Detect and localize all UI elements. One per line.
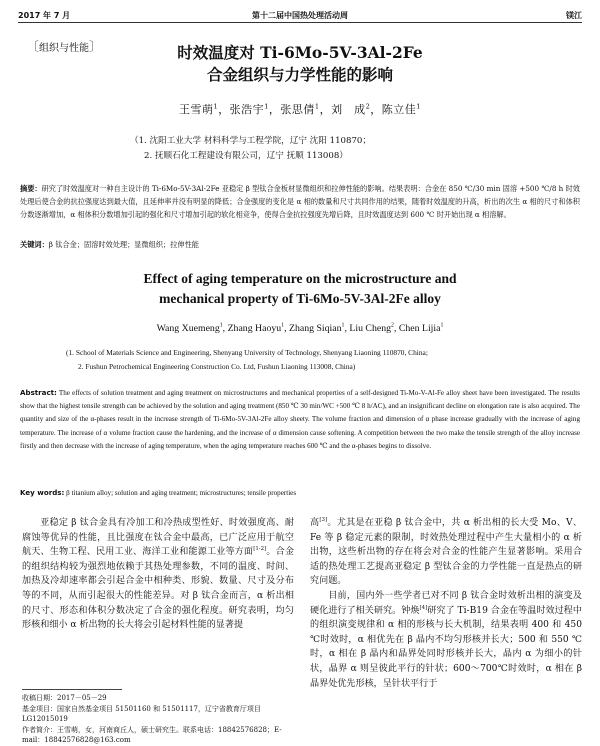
body-paragraph [310,589,582,691]
cn-keywords [20,240,580,250]
footnote-fund: 基金项目：国家自然基金项目 51501160 和 51501117，辽宁省教育厅项目 LG12015019 [22,704,261,723]
en-author-3: , Zhang Siqian [284,323,342,334]
cn-author-1: 王雪萌 [178,103,214,116]
en-author-4-mark: 2 [391,322,394,329]
cn-affiliations [130,134,530,164]
en-keywords-text: β titanium alloy; solution and aging treatment; microstructures; tensile properties [66,489,297,497]
body-text: 研究了 Ti-B19 合金在等温时效过程中的组织演变规律和 α 相的形核与长大机制，结果表明 400 和 450 ℃时效时，α 相优先在 β 晶内不均匀形核并长大；500 和 550 ℃时，α 相在 β 晶内和晶界处同时形核并长大，晶内 α 为细小的针状，晶界 α 则呈彼此平行的针状；600～700℃时效时，α 相在 β 晶界处优先形核，呈针状平行于 [310,605,582,689]
footnote-author: 作者简介：王雪萌，女，河南商丘人，硕士研究生。联系电话：18842576828；E-mail：18842576828@163.com [22,725,282,744]
cn-author-2: ，张浩宇 [218,103,265,116]
en-abstract-label: Abstract: [20,388,57,397]
cn-author-3: ，张思倩 [268,103,315,116]
en-abstract [20,386,580,453]
cn-author-1-mark: 1 [213,102,219,111]
header-event: 第十二届中国热处理活动周 [252,11,348,20]
en-affiliation-1: (1. School of Materials Science and Engineering, Shenyang University of Technology, Shenyang Liaoning 110870, China; [66,348,428,357]
footnote [22,693,294,746]
cn-affiliation-1: （1. 沈阳工业大学 材料科学与工程学院，辽宁 沈阳 110870； [130,136,371,146]
en-affiliation-2: 2. Fushun Petrochemical Engineering Construction Co. Ltd, Fushun Liaoning 113008, China) [78,362,356,371]
cn-author-5-mark: 1 [416,102,421,111]
citation-mark: [1-2] [253,546,267,553]
section-tag: 〔组织与性能〕 [26,40,103,55]
cn-title [150,42,450,86]
cn-title-line2: 合金组织与力学性能的影响 [206,65,393,84]
en-title-line1: Effect of aging temperature on the microstructure and [143,271,457,286]
en-keywords-label: Key words: [20,488,65,497]
body-text: 高 [310,518,320,528]
en-title [60,269,540,309]
section-tag-label: 组织与性能 [39,43,90,54]
cn-affiliation-2: 2. 抚顺石化工程建设有限公司，辽宁 抚顺 113008） [144,151,348,161]
en-keywords [20,488,580,497]
en-author-3-mark: 1 [341,322,345,329]
en-author-2-mark: 1 [281,322,285,329]
en-author-2: , Zhang Haoyu [222,323,282,334]
footnote-received: 收稿日期：2017－05－29 [22,694,107,702]
body-text: 。合金的组织结构较为强烈地依赖于其热处理参数，不同的温度、时间、加热及冷却速率都会引起合金中相种类、形貌、数量、尺寸及分布等的不同，从而引起很大的性能差异。对 β 钛合金而言，α 析出相的尺寸、形态和体积分数决定了合金的强化程度。研究表明，均匀形核和细小 α 析出物的长大将会引起材料性能的显著提 [22,547,294,631]
cn-authors [100,101,500,117]
citation-mark: [3] [319,516,328,523]
cn-keywords-text: β 钛合金；固溶时效处理；显微组织；拉伸性能 [48,240,199,249]
cn-author-4-mark: 2 [365,102,371,111]
en-abstract-text: The effects of solution treatment and aging treatment on microstructures and mechanical properties of a self-designed Ti-Mo-V-Al-Fe alloy sheet have been investigated. The results show that the highest tensile strength can be achieved by the solution and aging treatment (850 ℃ 30 min/WC +500 ℃ 8 h/AC), and an insignificant decline on elongation rate is also acquired. The quantity and size of the α-phases result in the increase strength of Ti-6Mo-5V-3Al-2Fe alloy sheety. The volume fraction and dimension of α phase increase gradually with the increase of aging temperature. The increase of α volume fraction cause the hardening, and the increase of α dimension cause softening. A competition between the two make the tensile strength of the alloy increase firstly and then decrease with the increase of aging temperature, when the aging temperature reaches 600 ℃ and the α-phases begins to dissolve. [20,389,580,450]
en-author-4: , Liu Cheng [344,323,391,334]
en-author-1-mark: 1 [219,322,223,329]
cn-author-4: ，刘 成 [319,103,366,116]
body-paragraph [310,516,582,589]
body-text: 目前，国内外一些学者已对不同 β 钛合金时效析出相的演变及硬化进行了相关研究。钟焕 [310,590,582,616]
cn-author-5: ，陈立佳 [370,103,417,116]
cn-abstract [20,182,580,221]
cn-author-2-mark: 1 [264,102,269,111]
cn-abstract-text: 研究了时效温度对一种自主设计的 Ti-6Mo-5V-3Al-2Fe 亚稳定 β 型钛合金板材显微组织和拉伸性能的影响。结果表明：合金在 850 ℃/30 min 固溶 +500 ℃/8 h 时效处理后使合金的抗拉强度达到最大值，且延伸率并没有明显的降低；合金强度的变化是 α 相的数量和尺寸共同作用的结果，随着时效温度的升高，析出的次生 α 相的尺寸和体积分数逐渐增加，α 相体积分数增加引起的强化和尺寸增加引起的软化相竞争，使得合金抗拉强度先增后降，且时效温度达到 600 ℃ 时开始出现 α 相溶解。 [20,184,580,219]
en-author-5-mark: 1 [440,322,444,329]
cn-author-3-mark: 1 [314,102,320,111]
en-author-5: , Chen Lijia [393,323,441,334]
header-right: 镁江 [566,11,582,20]
body-text: 。尤其是在亚稳 β 钛合金中，共 α 析出相的长大受 Mo、V、Fe 等 β 稳定元素的限制，时效热处理过程中产生大量相小的 α 析出物，这些析出物的存在将会对合金的性能产生显著影响。采用合适的热处理工艺提高亚稳定 β 型钛合金的力学性能一直是热点的研究问题。 [310,518,582,587]
cn-title-line1: 时效温度对 Ti-6Mo-5V-3Al-2Fe [177,43,423,62]
en-affiliations [66,346,586,374]
citation-mark: [4] [419,604,428,611]
body-column-left [22,516,294,633]
header-date: 2017 年 7 月 [18,11,71,20]
cn-keywords-label: 关键词： [20,240,49,249]
header-rule [18,22,582,23]
body-paragraph [22,516,294,633]
body-text: 亚稳定 β 钛合金具有冷加工和冷热成型性好、时效强度高、耐腐蚀等优异的性能，且比强度在钛合金中最高，已广泛应用于航空航天、生物工程、民用工业、海洋工业和能源工业等方面 [22,518,294,558]
cn-abstract-label: 摘要： [20,184,42,193]
en-author-1: Wang Xuemeng [156,323,220,334]
en-authors [60,323,540,334]
body-column-right [310,516,582,691]
footnote-rule [22,689,122,690]
en-title-line2: mechanical property of Ti-6Mo-5V-3Al-2Fe alloy [159,291,441,306]
